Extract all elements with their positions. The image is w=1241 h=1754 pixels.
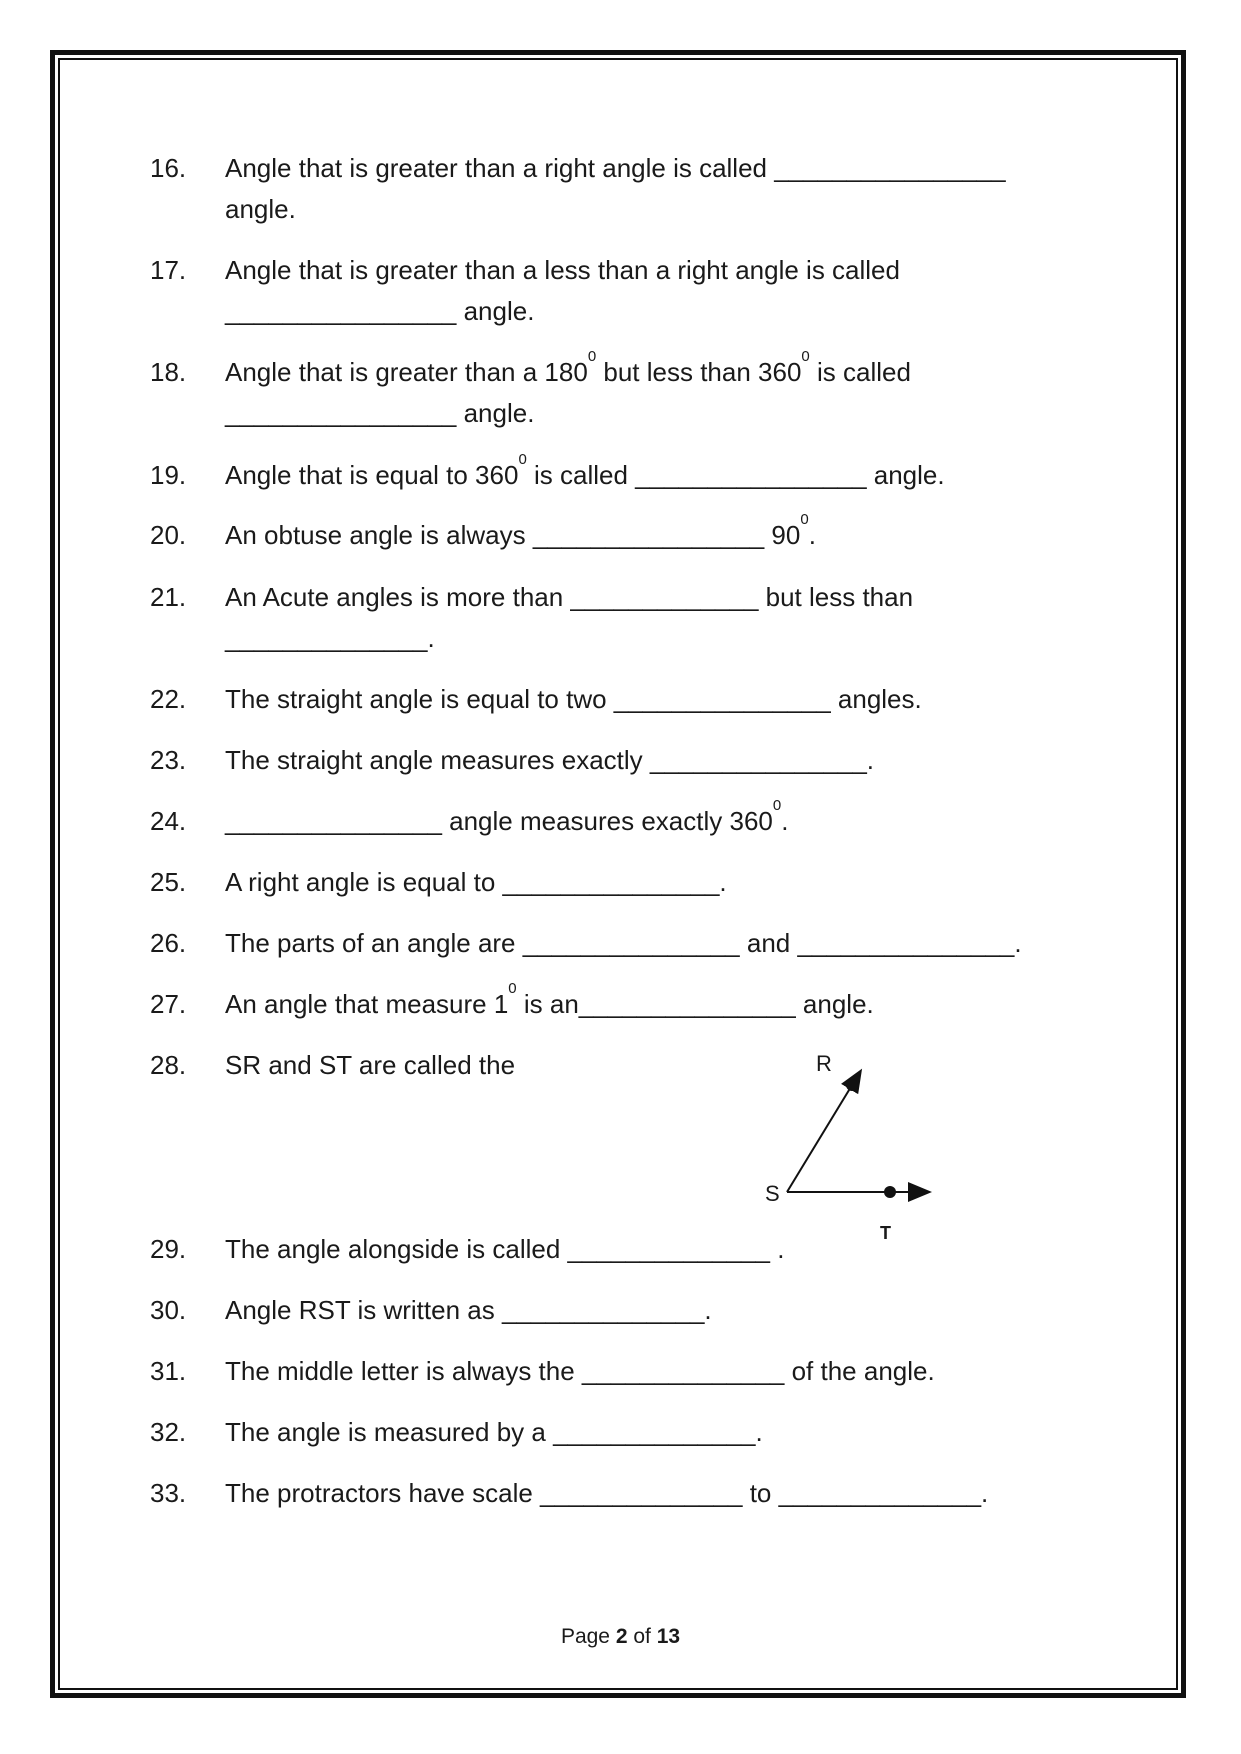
question-text-part: Angle that is greater than a less than a right angle is called xyxy=(225,255,900,285)
question-text-part: Angle that is greater than a right angle is called ________________ xyxy=(225,153,1006,183)
question-text-part: The protractors have scale ______________ to ______________. xyxy=(225,1478,989,1508)
question-text-part: An angle that measure 1 xyxy=(225,989,509,1019)
question-text xyxy=(225,980,1085,1025)
angle-rst-figure xyxy=(760,1045,960,1245)
question-text-part: SR and ST are called the xyxy=(225,1050,516,1080)
question-number: 27. xyxy=(150,989,187,1019)
question-text-part: An Acute angles is more than _____________ but less than xyxy=(225,582,914,612)
question-text-part: The straight angle is equal to two _______________ angles. xyxy=(225,684,922,714)
degree-superscript: 0 xyxy=(518,451,527,468)
question-number: 22. xyxy=(150,684,187,714)
question-text xyxy=(225,679,1085,720)
page-footer xyxy=(0,1625,1241,1649)
question-text xyxy=(225,740,1085,781)
question-text xyxy=(225,862,1085,903)
question-number: 17. xyxy=(150,255,187,285)
label-s: S xyxy=(765,1181,780,1206)
question-text-part: Angle that is equal to 360 xyxy=(225,460,519,490)
point-r xyxy=(846,1079,858,1091)
question-text-continuation: ________________ angle. xyxy=(225,398,535,428)
degree-superscript: 0 xyxy=(800,511,809,528)
question-text xyxy=(225,1412,1085,1453)
question-text xyxy=(225,577,1085,659)
question-text-continuation: ________________ angle. xyxy=(225,296,535,326)
question-text xyxy=(225,797,1085,842)
question-text xyxy=(225,451,1085,496)
question-text-part: The straight angle measures exactly _______________. xyxy=(225,745,874,775)
question-text xyxy=(225,348,1085,434)
question-text xyxy=(225,923,1085,964)
degree-superscript: 0 xyxy=(508,980,517,997)
question-text-part: A right angle is equal to _______________. xyxy=(225,867,727,897)
question-number: 30. xyxy=(150,1295,187,1325)
question-number: 24. xyxy=(150,806,187,836)
question-text-part: but less than 360 xyxy=(596,357,802,387)
label-r: R xyxy=(816,1051,832,1076)
question-number: 31. xyxy=(150,1356,187,1386)
question-text xyxy=(225,1351,1085,1392)
question-number: 26. xyxy=(150,928,187,958)
question-number: 29. xyxy=(150,1234,187,1264)
question-text xyxy=(225,1473,1085,1514)
question-text-part: is called ________________ angle. xyxy=(526,460,945,490)
point-t xyxy=(884,1186,896,1198)
question-number: 16. xyxy=(150,153,187,183)
question-number: 28. xyxy=(150,1050,187,1080)
question-text-part: Angle RST is written as ______________. xyxy=(225,1295,712,1325)
footer-prefix: Page xyxy=(560,1625,616,1648)
footer-current-page: 2 xyxy=(615,1625,628,1648)
question-text-part: is called xyxy=(809,357,911,387)
question-number: 25. xyxy=(150,867,187,897)
question-text-part: _______________ angle measures exactly 360 xyxy=(225,806,773,836)
question-text-continuation: angle. xyxy=(225,194,296,224)
question-number: 21. xyxy=(150,582,187,612)
question-text-part: An obtuse angle is always ________________ 90 xyxy=(225,520,801,550)
question-text-part: The angle is measured by a ______________. xyxy=(225,1417,763,1447)
question-number: 23. xyxy=(150,745,187,775)
degree-superscript: 0 xyxy=(801,348,810,365)
question-number: 32. xyxy=(150,1417,187,1447)
question-text xyxy=(225,250,1085,332)
question-text-part: The angle alongside is called ______________ . xyxy=(225,1234,785,1264)
question-text-part: . xyxy=(781,806,789,836)
degree-superscript: 0 xyxy=(772,797,782,814)
question-text-part: The parts of an angle are _______________ and _______________. xyxy=(225,928,1022,958)
question-text-part: is an_______________ angle. xyxy=(516,989,874,1019)
question-text-part: . xyxy=(808,520,816,550)
footer-total-pages: 13 xyxy=(656,1625,681,1648)
question-text-part: Angle that is greater than a 180 xyxy=(225,357,588,387)
question-text-part: The middle letter is always the ______________ of the angle. xyxy=(225,1356,935,1386)
question-number: 19. xyxy=(150,460,187,490)
degree-superscript: 0 xyxy=(587,348,597,365)
question-text-continuation: ______________. xyxy=(225,623,435,653)
angle-diagram xyxy=(760,1045,960,1245)
question-text xyxy=(225,148,1085,230)
question-text xyxy=(225,511,1085,556)
question-number: 18. xyxy=(150,357,187,387)
question-number: 20. xyxy=(150,520,187,550)
question-number: 33. xyxy=(150,1478,187,1508)
question-text xyxy=(225,1290,1085,1331)
label-t: T xyxy=(880,1223,891,1243)
footer-middle: of xyxy=(627,1625,657,1648)
